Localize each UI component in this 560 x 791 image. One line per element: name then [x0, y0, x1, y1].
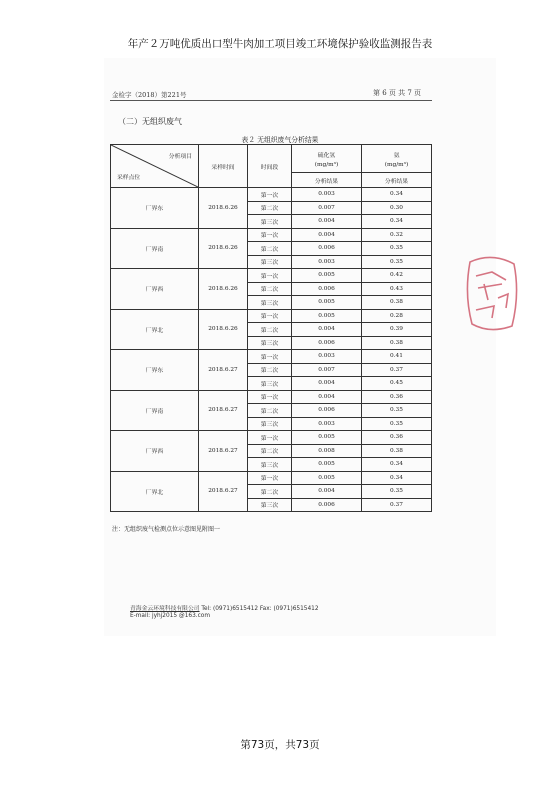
period-cell: 第三次: [248, 215, 292, 229]
nh3-value-cell: 0.36: [362, 431, 432, 445]
table-row: [111, 269, 432, 283]
page-number-footer: 第73页，共73页: [240, 739, 320, 751]
h2s-header: [292, 145, 362, 173]
period-cell: 第一次: [248, 269, 292, 283]
h2s-result-label: 分析结果: [292, 173, 362, 188]
nh3-value-cell: 0.34: [362, 215, 432, 229]
h2s-value-cell: 0.007: [292, 363, 362, 377]
company-email: E-mail: jyhj2015 @163.com: [130, 613, 210, 619]
nh3-value-cell: 0.36: [362, 390, 432, 404]
header-divider: [110, 100, 432, 101]
nh3-result-label: 分析结果: [362, 173, 432, 188]
table-note: 注：无组织废气检测点位示意图见附图一: [112, 526, 221, 533]
company-tel-fax: Tel: (0971)6515412 Fax: (0971)6515412: [201, 606, 319, 612]
period-cell: 第二次: [248, 201, 292, 215]
date-cell: 2018.6.27: [199, 471, 248, 512]
nh3-value-cell: 0.45: [362, 377, 432, 391]
nh3-value-cell: 0.38: [362, 296, 432, 310]
table-row: [111, 309, 432, 323]
sampling-site-label: 采样点位: [117, 175, 141, 181]
analysis-item-label: 分析项目: [168, 154, 192, 160]
company-name: 青海金云环境科技有限公司: [130, 606, 200, 612]
site-cell: 厂界北: [111, 309, 199, 350]
table-row: [111, 471, 432, 485]
nh3-value-cell: 0.34: [362, 458, 432, 472]
nh3-value-cell: 0.35: [362, 485, 432, 499]
table-body: [111, 188, 432, 512]
h2s-value-cell: 0.003: [292, 350, 362, 364]
h2s-value-cell: 0.005: [292, 269, 362, 283]
nh3-name: 氨: [393, 152, 400, 159]
table-row: [111, 228, 432, 242]
period-cell: 第三次: [248, 377, 292, 391]
site-cell: 厂界西: [111, 431, 199, 472]
period-cell: 第一次: [248, 390, 292, 404]
h2s-name: 硫化氢: [317, 152, 336, 159]
nh3-value-cell: 0.30: [362, 201, 432, 215]
nh3-value-cell: 0.35: [362, 242, 432, 256]
h2s-value-cell: 0.006: [292, 498, 362, 512]
h2s-value-cell: 0.008: [292, 444, 362, 458]
period-cell: 第三次: [248, 255, 292, 269]
nh3-value-cell: 0.34: [362, 471, 432, 485]
period-cell: 第一次: [248, 309, 292, 323]
h2s-value-cell: 0.003: [292, 188, 362, 202]
h2s-value-cell: 0.006: [292, 282, 362, 296]
table-caption: 表２ 无组织废气分析结果: [241, 136, 319, 144]
h2s-value-cell: 0.004: [292, 377, 362, 391]
h2s-value-cell: 0.003: [292, 255, 362, 269]
h2s-value-cell: 0.004: [292, 228, 362, 242]
h2s-value-cell: 0.005: [292, 458, 362, 472]
company-contact-line: [130, 603, 319, 612]
period-header: 时间段: [248, 145, 292, 188]
period-cell: 第三次: [248, 296, 292, 310]
period-cell: 第一次: [248, 471, 292, 485]
h2s-value-cell: 0.004: [292, 485, 362, 499]
period-cell: 第一次: [248, 228, 292, 242]
site-cell: 厂界北: [111, 471, 199, 512]
sampling-time-header: 采样时间: [199, 145, 248, 188]
site-cell: 厂界西: [111, 269, 199, 310]
nh3-header: [362, 145, 432, 173]
period-cell: 第二次: [248, 444, 292, 458]
document-title: 年产２万吨优质出口型牛肉加工项目竣工环境保护验收监测报告表: [127, 38, 433, 50]
nh3-value-cell: 0.28: [362, 309, 432, 323]
period-cell: 第二次: [248, 282, 292, 296]
period-cell: 第二次: [248, 404, 292, 418]
period-cell: 第一次: [248, 188, 292, 202]
period-cell: 第三次: [248, 458, 292, 472]
nh3-value-cell: 0.41: [362, 350, 432, 364]
period-cell: 第三次: [248, 498, 292, 512]
table-row: [111, 350, 432, 364]
page-info: 第 6 页 共 7 页: [373, 89, 422, 97]
nh3-value-cell: 0.37: [362, 498, 432, 512]
period-cell: 第二次: [248, 363, 292, 377]
period-cell: 第一次: [248, 350, 292, 364]
nh3-value-cell: 0.35: [362, 404, 432, 418]
table-row: [111, 390, 432, 404]
date-cell: 2018.6.27: [199, 390, 248, 431]
period-cell: 第二次: [248, 242, 292, 256]
nh3-value-cell: 0.43: [362, 282, 432, 296]
period-cell: 第一次: [248, 431, 292, 445]
analysis-results-table: [110, 144, 432, 512]
h2s-value-cell: 0.006: [292, 336, 362, 350]
h2s-value-cell: 0.004: [292, 323, 362, 337]
h2s-unit: (mg/m³): [314, 161, 339, 168]
h2s-value-cell: 0.005: [292, 309, 362, 323]
h2s-value-cell: 0.007: [292, 201, 362, 215]
period-cell: 第三次: [248, 417, 292, 431]
diagonal-header-cell: [111, 145, 199, 188]
h2s-value-cell: 0.006: [292, 404, 362, 418]
site-cell: 厂界东: [111, 188, 199, 229]
report-number: 金检字（2018）第221号: [112, 91, 187, 99]
h2s-value-cell: 0.004: [292, 215, 362, 229]
period-cell: 第二次: [248, 323, 292, 337]
date-cell: 2018.6.26: [199, 269, 248, 310]
nh3-value-cell: 0.37: [362, 363, 432, 377]
site-cell: 厂界东: [111, 350, 199, 391]
h2s-value-cell: 0.003: [292, 417, 362, 431]
site-cell: 厂界南: [111, 228, 199, 269]
site-cell: 厂界南: [111, 390, 199, 431]
date-cell: 2018.6.26: [199, 188, 248, 229]
nh3-value-cell: 0.38: [362, 444, 432, 458]
nh3-unit: (mg/m³): [384, 161, 409, 168]
date-cell: 2018.6.27: [199, 431, 248, 472]
nh3-value-cell: 0.32: [362, 228, 432, 242]
h2s-value-cell: 0.005: [292, 296, 362, 310]
nh3-value-cell: 0.35: [362, 255, 432, 269]
h2s-value-cell: 0.004: [292, 390, 362, 404]
h2s-value-cell: 0.005: [292, 471, 362, 485]
section-heading: （二）无组织废气: [118, 117, 182, 126]
date-cell: 2018.6.26: [199, 228, 248, 269]
period-cell: 第三次: [248, 336, 292, 350]
date-cell: 2018.6.27: [199, 350, 248, 391]
period-cell: 第二次: [248, 485, 292, 499]
h2s-value-cell: 0.006: [292, 242, 362, 256]
nh3-value-cell: 0.42: [362, 269, 432, 283]
h2s-value-cell: 0.005: [292, 431, 362, 445]
table-row: [111, 431, 432, 445]
nh3-value-cell: 0.35: [362, 417, 432, 431]
date-cell: 2018.6.26: [199, 309, 248, 350]
nh3-value-cell: 0.38: [362, 336, 432, 350]
table-row: [111, 188, 432, 202]
official-seal-stamp: [462, 254, 522, 334]
nh3-value-cell: 0.39: [362, 323, 432, 337]
nh3-value-cell: 0.34: [362, 188, 432, 202]
